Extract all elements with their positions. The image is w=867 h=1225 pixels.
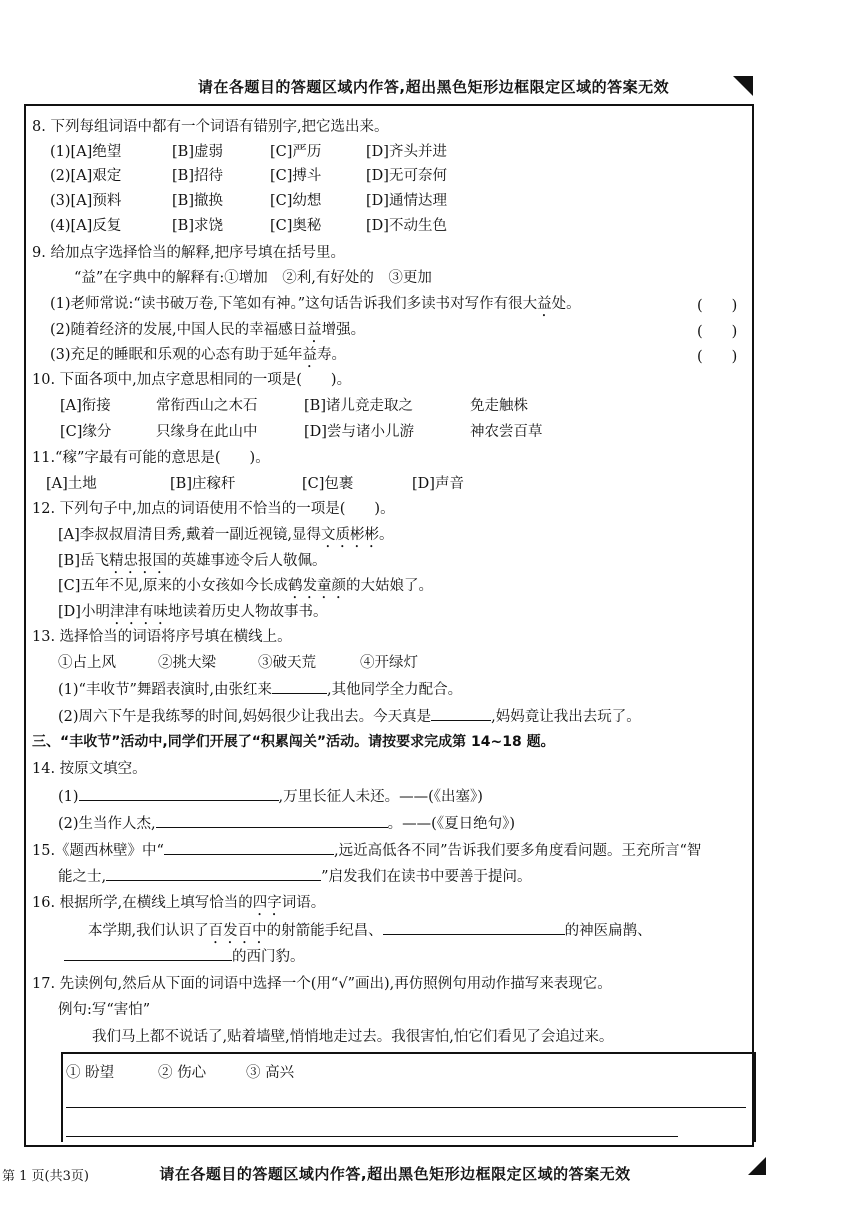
q9-answer-1[interactable]: ( ) xyxy=(697,298,738,314)
q16-title: 16. 根据所学,在横线上填写恰当的四字词语。 xyxy=(32,895,326,911)
section-3-heading: 三、“丰收节”活动中,同学们开展了“积累闯关”活动。请按要求完成第 14~18 题。 xyxy=(32,734,555,750)
q8-option[interactable]: [B]求饶 xyxy=(172,218,223,234)
q14-blank-1[interactable] xyxy=(79,786,279,801)
q8-option[interactable]: (3)[A]预料 xyxy=(50,193,122,209)
q8-option[interactable]: [D]不动生色 xyxy=(366,218,447,234)
q9-title: 9. 给加点字选择恰当的解释,把序号填在括号里。 xyxy=(32,245,346,261)
q10-option: 神农尝百草 xyxy=(470,424,543,440)
q10-option: 常衔西山之木石 xyxy=(156,398,258,414)
q8-option[interactable]: [D]通情达理 xyxy=(366,193,447,209)
q8-option[interactable]: [B]招待 xyxy=(172,168,223,184)
q13-blank-1[interactable] xyxy=(272,679,327,694)
q10-option[interactable]: [B]诸儿竞走取之 xyxy=(304,398,413,414)
q14-line-1: (1) ,万里长征人未还。——(《出塞》) xyxy=(58,786,483,807)
q9-item-1: (1)老师常说:“读书破万卷,下笔如有神。”这句话告诉我们多读书对写作有很大益处。 xyxy=(50,296,581,312)
q15-blank-2[interactable] xyxy=(106,866,321,881)
q16-blank-2[interactable] xyxy=(64,946,232,961)
q16-line-1: 本学期,我们认识了百发百中的射箭能手纪昌、 的神医扁鹊、 xyxy=(88,920,652,947)
q15-blank-1[interactable] xyxy=(164,840,334,855)
q12-option-a[interactable]: [A]李叔叔眉清目秀,戴着一副近视镜,显得文质彬彬。 xyxy=(58,527,394,543)
q10-option[interactable]: [C]缘分 xyxy=(60,424,112,440)
corner-marker-top xyxy=(733,76,753,96)
q8-option[interactable]: [C]幼想 xyxy=(270,193,322,209)
corner-marker-bottom xyxy=(748,1157,766,1175)
q8-option[interactable]: [B]虚弱 xyxy=(172,144,223,160)
q10-option[interactable]: [D]尝与诸小儿游 xyxy=(304,424,414,440)
q17-writing-line-1[interactable] xyxy=(66,1107,746,1108)
q8-option[interactable]: [C]奥秘 xyxy=(270,218,322,234)
q11-option[interactable]: [C]包裹 xyxy=(302,476,354,492)
q11-option[interactable]: [D]声音 xyxy=(412,476,464,492)
q17-choice[interactable]: ② 伤心 xyxy=(158,1065,207,1081)
q17-title: 17. 先读例句,然后从下面的词语中选择一个(用“√”画出),再仿照例句用动作描写来表现它。 xyxy=(32,976,612,992)
q15-line-1: 15.《题西林壁》中“ ,远近高低各不同”告诉我们要多角度看问题。王充所言“智 xyxy=(32,840,701,861)
q8-option[interactable]: [D]齐头并进 xyxy=(366,144,447,160)
q14-title: 14. 按原文填空。 xyxy=(32,761,147,777)
q17-example-label: 例句:写“害怕” xyxy=(58,1002,151,1018)
q13-blank-2[interactable] xyxy=(431,706,491,721)
q8-option[interactable]: [B]撤换 xyxy=(172,193,223,209)
q13-title: 13. 选择恰当的词语将序号填在横线上。 xyxy=(32,629,292,645)
q9-answer-3[interactable]: ( ) xyxy=(697,349,738,365)
q13-option: ①占上风 xyxy=(58,655,116,671)
q15-line-2: 能之士, ”启发我们在读书中要善于提问。 xyxy=(58,866,532,887)
q16-line-2: 的西门豹。 xyxy=(64,946,305,967)
q11-option[interactable]: [B]庄稼秆 xyxy=(170,476,236,492)
q12-option-c[interactable]: [C]五年不见,原来的小女孩如今长成鹤发童颜的大姑娘了。 xyxy=(58,578,434,594)
q13-option: ④开绿灯 xyxy=(360,655,418,671)
q9-item-2: (2)随着经济的发展,中国人民的幸福感日益增强。 xyxy=(50,322,366,338)
q17-example-text: 我们马上都不说话了,贴着墙壁,悄悄地走过去。我很害怕,怕它们看见了会追过来。 xyxy=(92,1029,614,1045)
q13-sentence-1: (1)“丰收节”舞蹈表演时,由张红来 ,其他同学全力配合。 xyxy=(58,679,462,700)
q13-option: ③破天荒 xyxy=(258,655,316,671)
q8-option[interactable]: [C]搏斗 xyxy=(270,168,322,184)
footer-notice: 请在各题目的答题区域内作答,超出黑色矩形边框限定区域的答案无效 xyxy=(159,1165,631,1183)
q13-option: ②挑大梁 xyxy=(158,655,216,671)
header-notice: 请在各题目的答题区域内作答,超出黑色矩形边框限定区域的答案无效 xyxy=(197,78,670,96)
q8-option[interactable]: (1)[A]绝望 xyxy=(50,144,122,160)
q14-line-2: (2)生当作人杰, 。——(《夏日绝句》) xyxy=(58,813,515,834)
q8-option[interactable]: [C]严历 xyxy=(270,144,322,160)
q9-item-3: (3)充足的睡眠和乐观的心态有助于延年益寿。 xyxy=(50,347,347,363)
q11-title: 11.“稼”字最有可能的意思是( )。 xyxy=(32,450,270,466)
q9-answer-2[interactable]: ( ) xyxy=(697,324,738,340)
q17-choice[interactable]: ① 盼望 xyxy=(66,1065,115,1081)
q12-option-d[interactable]: [D]小明津津有味地读着历史人物故事书。 xyxy=(58,604,328,620)
q8-title: 8. 下列每组词语中都有一个词语有错别字,把它选出来。 xyxy=(32,119,389,135)
q12-title: 12. 下列句子中,加点的词语使用不恰当的一项是( )。 xyxy=(32,501,395,517)
q16-blank-1[interactable] xyxy=(383,920,565,935)
q9-definitions: “益”在字典中的解释有:①增加 ②利,有好处的 ③更加 xyxy=(74,270,432,286)
q12-option-b[interactable]: [B]岳飞精忠报国的英雄事迹令后人敬佩。 xyxy=(58,553,327,569)
q14-blank-2[interactable] xyxy=(156,813,388,828)
q10-option[interactable]: [A]衔接 xyxy=(60,398,111,414)
q10-title: 10. 下面各项中,加点字意思相同的一项是( )。 xyxy=(32,372,352,388)
q17-writing-line-2[interactable] xyxy=(66,1136,678,1137)
q10-option: 免走触株 xyxy=(470,398,528,414)
q11-option[interactable]: [A]土地 xyxy=(46,476,97,492)
page-number: 第 1 页(共3页) xyxy=(2,1169,89,1184)
q17-choice[interactable]: ③ 高兴 xyxy=(246,1065,295,1081)
q13-sentence-2: (2)周六下午是我练琴的时间,妈妈很少让我出去。今天真是 ,妈妈竟让我出去玩了。 xyxy=(58,706,641,727)
q10-option: 只缘身在此山中 xyxy=(156,424,258,440)
q8-option[interactable]: (2)[A]艰定 xyxy=(50,168,122,184)
q8-option[interactable]: (4)[A]反复 xyxy=(50,218,122,234)
q8-option[interactable]: [D]无可奈何 xyxy=(366,168,447,184)
